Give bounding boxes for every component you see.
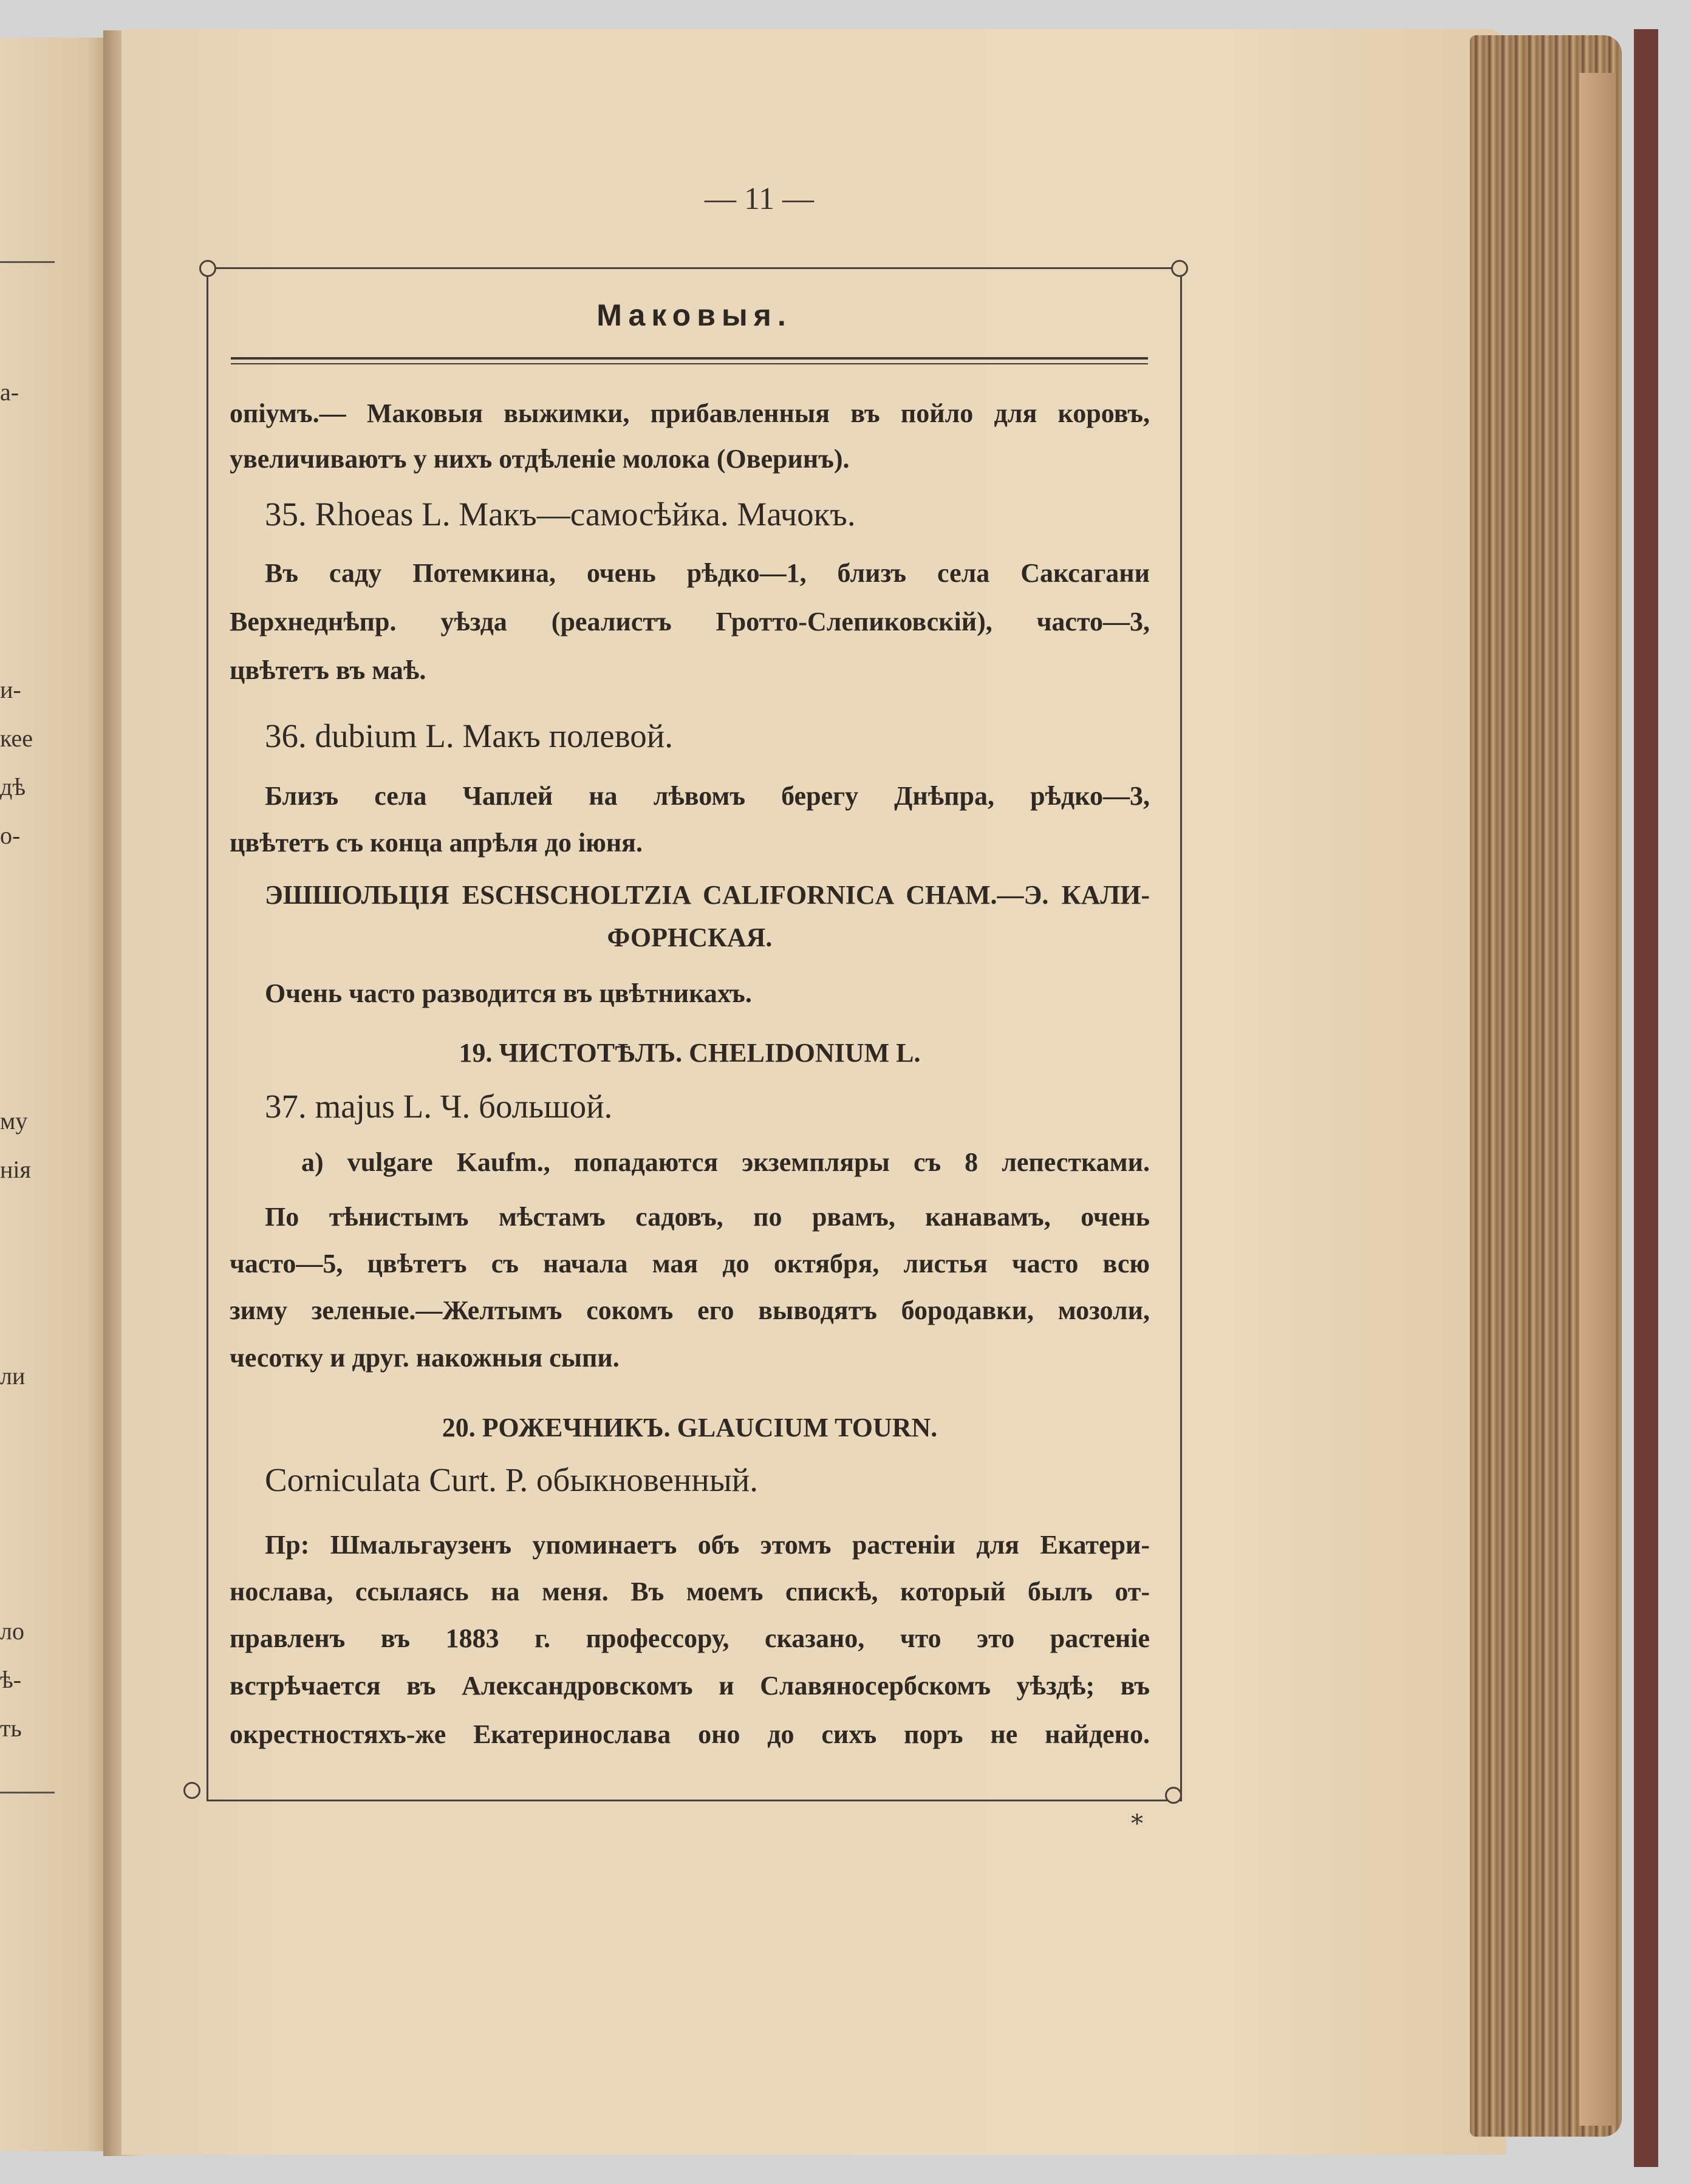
- genus-heading: 19. ЧИСТОТѢЛЪ. CHELIDONIUM L.: [459, 1038, 921, 1068]
- genus-heading: ЭШШОЛЬЦІЯ ESCHSCHOLTZIA CALIFORNICA CHAM.—Э. КАЛИ-: [265, 880, 1150, 910]
- left-page-fragment: ѣ-: [0, 1666, 22, 1693]
- page-edges-highlight: [1579, 73, 1616, 2126]
- text-line: увеличиваютъ у нихъ отдѣленіе молока (Оверинъ).: [230, 444, 850, 474]
- heading-rule: [231, 357, 1148, 360]
- left-page-rule: [0, 261, 55, 263]
- text-line: нослава, ссылаясь на меня. Въ моемъ спискѣ, который былъ от-: [230, 1577, 1150, 1606]
- variety-line: а) vulgare Kaufm., попадаются экземпляры съ 8 лепестками.: [301, 1147, 1150, 1177]
- left-page-fragment: и-: [0, 676, 21, 703]
- left-page-rule: [0, 1792, 55, 1793]
- left-page-fragment: ть: [0, 1715, 22, 1742]
- left-page-fragment: нія: [0, 1156, 31, 1183]
- frame-corner-ornament: [183, 1782, 200, 1799]
- text-line: По тѣнистымъ мѣстамъ садовъ, по рвамъ, канавамъ, очень: [265, 1202, 1150, 1232]
- text-line: часто—5, цвѣтетъ съ начала мая до октября, листья часто всю: [230, 1249, 1150, 1278]
- text-line: цвѣтетъ съ конца апрѣля до іюня.: [230, 828, 643, 858]
- frame-corner-ornament: [1165, 1787, 1182, 1804]
- page-number: — 11 —: [704, 182, 815, 216]
- species-heading: 35. Rhoeas L. Макъ—самосѣйка. Мачокъ.: [265, 496, 856, 533]
- text-line: Близъ села Чаплей на лѣвомъ берегу Днѣпра, рѣдко—3,: [265, 781, 1150, 811]
- text-line: Верхнеднѣпр. уѣзда (реалистъ Гротто-Слепиковскій), часто—3,: [230, 607, 1150, 636]
- genus-heading: 20. РОЖЕЧНИКЪ. GLAUCIUM TOURN.: [442, 1413, 938, 1442]
- section-heading: Маковыя.: [596, 298, 792, 332]
- left-page-fragment: ли: [0, 1362, 26, 1390]
- footer-mark: *: [1131, 1810, 1143, 1838]
- frame-corner-ornament: [1171, 260, 1188, 277]
- text-line: окрестностяхъ-же Екатеринослава оно до сихъ поръ не найдено.: [230, 1719, 1150, 1749]
- text-line: чесотку и друг. накожныя сыпи.: [230, 1343, 620, 1373]
- left-page-fragment: о-: [0, 822, 21, 849]
- genus-heading: ФОРНСКАЯ.: [607, 923, 773, 952]
- left-page-fragment: дѣ: [0, 773, 26, 800]
- left-page: [0, 38, 115, 2151]
- text-line: опіумъ.— Маковыя выжимки, прибавленныя въ пойло для коровъ,: [230, 398, 1150, 428]
- left-page-fragment: а-: [0, 378, 19, 406]
- text-line: Въ саду Потемкина, очень рѣдко—1, близъ села Саксагани: [265, 558, 1150, 588]
- species-heading: Corniculata Curt. Р. обыкновенный.: [265, 1461, 758, 1498]
- left-page-fragment: кее: [0, 725, 33, 752]
- text-line: зиму зеленые.—Желтымъ сокомъ его выводятъ бородавки, мозоли,: [230, 1295, 1150, 1325]
- left-page-fragment: му: [0, 1107, 28, 1135]
- text-line: цвѣтетъ въ маѣ.: [230, 655, 426, 685]
- heading-rule: [231, 363, 1148, 364]
- left-page-fragment: ло: [0, 1617, 24, 1645]
- text-line: правленъ въ 1883 г. профессору, сказано, что это растеніе: [230, 1623, 1150, 1653]
- species-heading: 36. dubium L. Макъ полевой.: [265, 717, 673, 754]
- text-line: Пр: Шмальгаузенъ упоминаетъ объ этомъ растеніи для Екатери-: [265, 1530, 1150, 1560]
- text-line: встрѣчается въ Александровскомъ и Славяносербскомъ уѣздѣ; въ: [230, 1671, 1150, 1701]
- text-line: Очень часто разводится въ цвѣтникахъ.: [265, 978, 752, 1008]
- book-cover: [1634, 29, 1658, 2167]
- frame-corner-ornament: [199, 260, 216, 277]
- species-heading: 37. majus L. Ч. большой.: [265, 1088, 613, 1125]
